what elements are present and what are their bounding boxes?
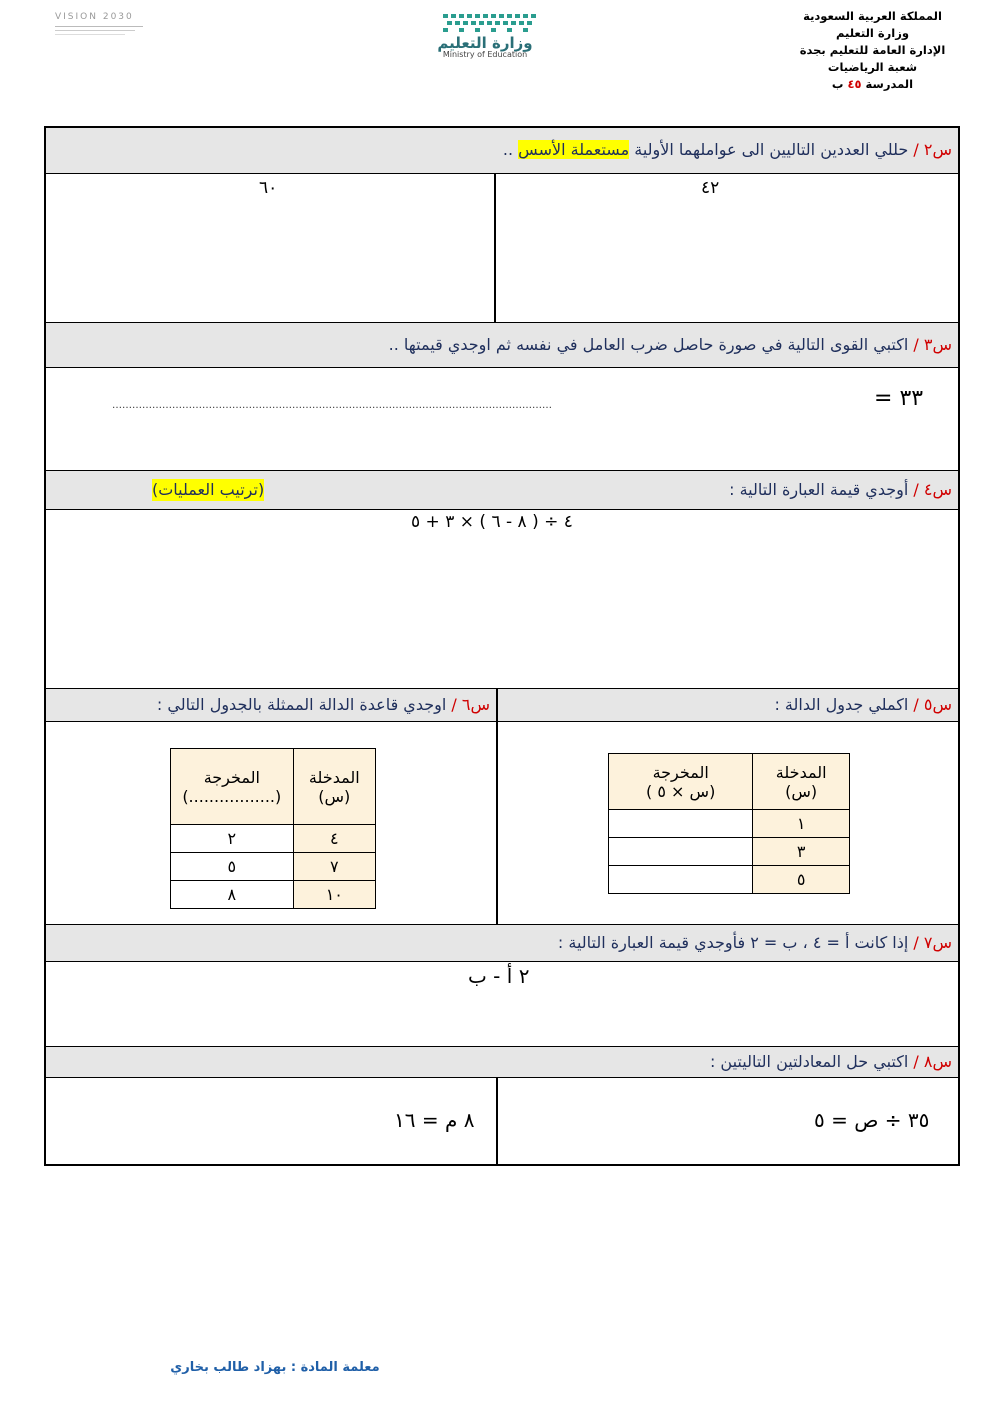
worksheet-frame [44,126,960,1166]
input-cell: ٥ [753,866,850,894]
question-text: حللي العددين التاليين الى عواملهما الأولية [634,140,909,159]
output-cell: ٨ [171,881,294,909]
ministry-logo [415,12,555,60]
teacher-name: معلمة المادة : بهزاد طالب بخاري [170,1360,380,1375]
input-cell: ١٠ [293,881,375,909]
question-3-bar [46,322,958,368]
power-expression: ٣٣ = [874,386,924,411]
output-header: المخرجة (.................) [171,749,294,825]
output-cell[interactable] [609,810,753,838]
output-cell: ٥ [171,853,294,881]
vision-logo-text: VISION 2030 [55,12,134,22]
header-line: المملكة العربية السعودية [803,9,942,23]
question-number: س٢ / [913,140,952,159]
ministry-logo-text: وزارة التعليم [437,34,533,52]
question-text: اكملي جدول الدالة : [774,695,909,714]
header-line: وزارة التعليم [836,26,909,40]
input-cell: ١ [753,810,850,838]
question-text: اكتبي حل المعادلتين التاليتين : [709,1052,909,1071]
question-number: س٧ / [913,933,952,952]
question-8-bar [46,1046,958,1078]
question-number: س٣ / [913,335,952,354]
order-of-operations-highlight: (ترتيب العمليات) [152,480,265,499]
highlight-text: مستعملة الأسس [518,140,630,159]
question-4-bar [46,470,958,510]
expression-2a-b: ٢ أ - ب [468,964,530,988]
input-cell: ٧ [293,853,375,881]
question-number: س٨ / [913,1052,952,1071]
input-header: المدخلة (س) [753,754,850,810]
output-cell[interactable] [609,838,753,866]
question-text: اوجدي قاعدة الدالة الممثلة بالجدول التالي : [156,695,447,714]
divider [496,688,498,924]
question-6-header [46,689,496,721]
question-text: أوجدي قيمة العبارة التالية : [729,480,909,499]
school-line: المدرسة ٤٥ ب [831,77,914,91]
input-cell: ٣ [753,838,850,866]
ministry-logo-en: Ministry of Education [442,50,528,59]
order-expression: ٤ ÷ ( ٨ - ٦ ) × ٣ + ٥ [411,512,573,532]
question-text: اكتبي القوى التالية في صورة حاصل ضرب العامل في نفسه ثم اوجدي قيمتها .. [388,335,909,354]
question-number: س٥ / [913,695,952,714]
header-institution [790,8,955,93]
question-number: س٤ / [913,480,952,499]
question-7-bar [46,924,958,962]
header-line: الإدارة العامة للتعليم بجدة [799,43,946,57]
divider [494,174,496,322]
input-header: المدخلة (س) [293,749,375,825]
output-cell: ٢ [171,825,294,853]
question-2-bar: س٢ / حللي العددين التاليين الى عواملهما الأولية مستعملة الأسس .. [46,128,958,174]
function-table-q5 [608,753,850,894]
equation-left: ٨ م = ١٦ [394,1108,475,1132]
question-text: إذا كانت أ = ٤ ، ب = ٢ فأوجدي قيمة العبارة التالية : [557,933,909,952]
vision-2030-logo [55,12,150,42]
divider [496,1078,498,1164]
question-number: س٦ / [451,695,490,714]
output-header: المخرجة (س × ٥ ) [609,754,753,810]
answer-dots: …………………………………………………………………………………………………………………… [112,400,552,411]
function-table-q6 [170,748,376,909]
input-cell: ٤ [293,825,375,853]
equation-right: ٣٥ ÷ ص = ٥ [814,1108,930,1132]
header-line: شعبة الرياضيات [827,60,918,74]
output-cell[interactable] [609,866,753,894]
number-60: ٦٠ [259,178,278,198]
number-42: ٤٢ [701,178,720,198]
